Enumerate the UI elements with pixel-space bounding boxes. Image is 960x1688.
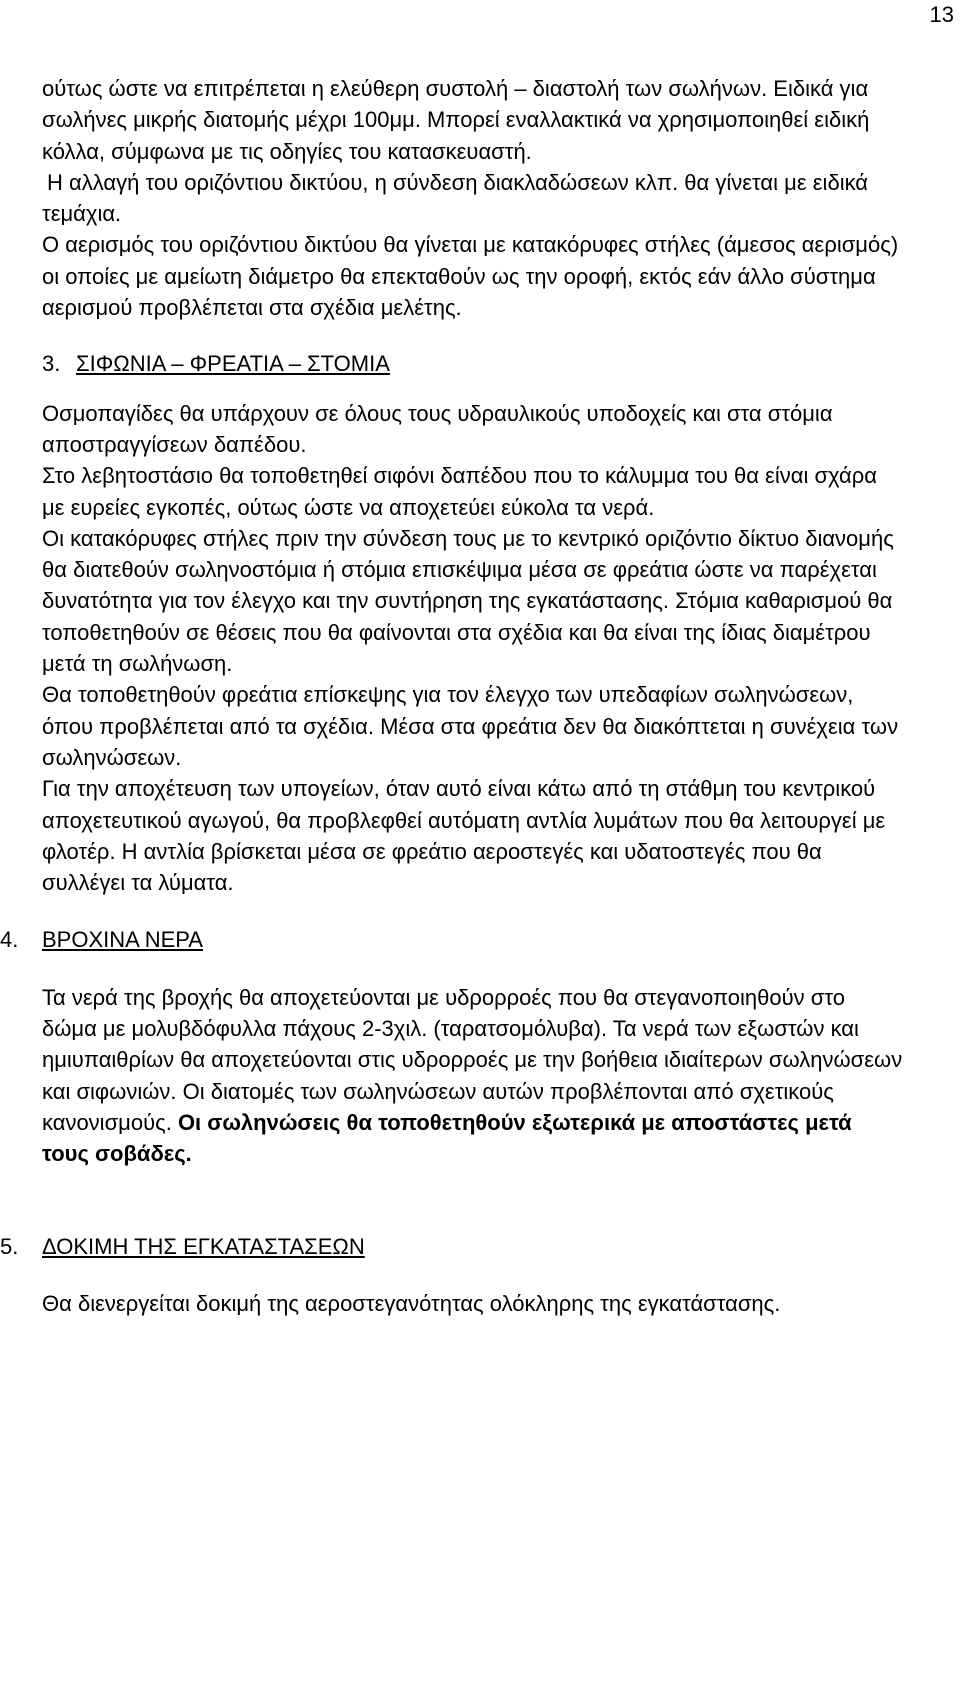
page-number: 13 bbox=[929, 2, 954, 27]
section-3-paragraph-1: Οσμοπαγίδες θα υπάρχουν σε όλους τους υδραυλικούς υποδοχείς και στα στόμια αποστραγγίσεων δαπέδου. bbox=[42, 400, 833, 457]
section-3-paragraph-4: Θα τοποθετηθούν φρεάτια επίσκεψης για τον έλεγχο των υπεδαφίων σωληνώσεων, όπου προβλέπεται από τα σχέδια. Μέσα στα φρεάτια δεν θα διακόπτεται η συνέχεια των σωληνώσεων. bbox=[42, 682, 899, 770]
document-body bbox=[0, 73, 904, 1319]
section-4-paragraph-1 bbox=[42, 982, 904, 1170]
intro-paragraph-1: ούτως ώστε να επιτρέπεται η ελεύθερη συστολή – διαστολή των σωλήνων. Ειδικά για σωλήνες μικρής διατομής μέχρι 100μμ. Μπορεί εναλλακτικά να χρησιμοποιηθεί ειδική κόλλα, σύμφωνα με τις οδηγίες του κατασκευαστή. bbox=[42, 76, 870, 164]
section-3-paragraph-3: Οι κατακόρυφες στήλες πριν την σύνδεση τους με το κεντρικό οριζόντιο δίκτυο διανομής θα διατεθούν σωληνοστόμια ή στόμια επισκέψιμα μέσα σε φρεάτια ώστε να παρέχεται δυνατότητα για τον έλεγχο και την συντήρηση της εγκατάστασης. Στόμια καθαρισμού θα τοποθετηθούν σε θέσεις που θα φαίνονται στα σχέδια και θα είναι της ίδιας διαμέτρου μετά τη σωλήνωση. bbox=[42, 525, 894, 677]
section-4-heading bbox=[0, 924, 904, 955]
section-3-heading bbox=[42, 348, 904, 379]
section-5-title: ΔΟΚΙΜΗ ΤΗΣ ΕΓΚΑΤΑΣΤΑΣΕΩΝ bbox=[42, 1233, 365, 1259]
section-4-paragraph-1-bold: Οι σωληνώσεις θα τοποθετηθούν εξωτερικά με αποστάστες μετά τους σοβάδες. bbox=[42, 1109, 852, 1167]
section-3-number: 3. bbox=[42, 351, 61, 377]
intro-paragraph-3: Ο αερισμός του οριζόντιου δικτύου θα γίνεται με κατακόρυφες στήλες (άμεσος αερισμός) οι οποίες με αμείωτη διάμετρο θα επεκταθούν ως την οροφή, εκτός εάν άλλο σύστημα αερισμού προβλέπεται στα σχέδια μελέτης. bbox=[42, 232, 899, 321]
section-5-paragraph-1: Θα διενεργείται δοκιμή της αεροστεγανότητας ολόκληρης της εγκατάστασης. bbox=[42, 1290, 781, 1316]
section-3-paragraph-5: Για την αποχέτευση των υπογείων, όταν αυτό είναι κάτω από τη στάθμη του κεντρικού αποχετευτικού αγωγού, θα προβλεφθεί αυτόματη αντλία λυμάτων που θα λειτουργεί με φλοτέρ. Η αντλία βρίσκεται μέσα σε φρεάτιο αεροστεγές και υδατοστεγές που θα συλλέγει τα λύματα. bbox=[42, 776, 886, 896]
section-5-number: 5. bbox=[0, 1233, 19, 1259]
section-5-heading bbox=[0, 1231, 904, 1262]
section-4-title: ΒΡΟΧΙΝΑ ΝΕΡΑ bbox=[42, 927, 203, 953]
intro-paragraph-2: Η αλλαγή του οριζόντιου δικτύου, η σύνδεση διακλαδώσεων κλπ. θα γίνεται με ειδικά τεμάχια. bbox=[42, 169, 869, 227]
section-4-paragraph-1-text: Τα νερά της βροχής θα αποχετεύονται με υδρορροές που θα στεγανοποιηθούν στο δώμα με μολυβδόφυλλα πάχους 2-3χιλ. (ταρατσομόλυβα). Τα νερά των εξωστών και ημιυπαιθρίων θα αποχετεύονται στις υδρορροές με την βοήθεια ιδιαίτερων σωληνώσεων και σιφωνιών. Οι διατομές των σωληνώσεων αυτών προβλέπονται από σχετικούς κανονισμούς. bbox=[42, 984, 903, 1135]
section-3-title: ΣΙΦΩΝΙΑ – ΦΡΕΑΤΙΑ – ΣΤΟΜΙΑ bbox=[76, 351, 390, 377]
section-3-paragraph-2: Στο λεβητοστάσιο θα τοποθετηθεί σιφόνι δαπέδου που το κάλυμμα του θα είναι σχάρα με ευρείες εγκοπές, ούτως ώστε να αποχετεύει εύκολα τα νερά. bbox=[42, 463, 877, 520]
section-4-number: 4. bbox=[0, 927, 19, 953]
